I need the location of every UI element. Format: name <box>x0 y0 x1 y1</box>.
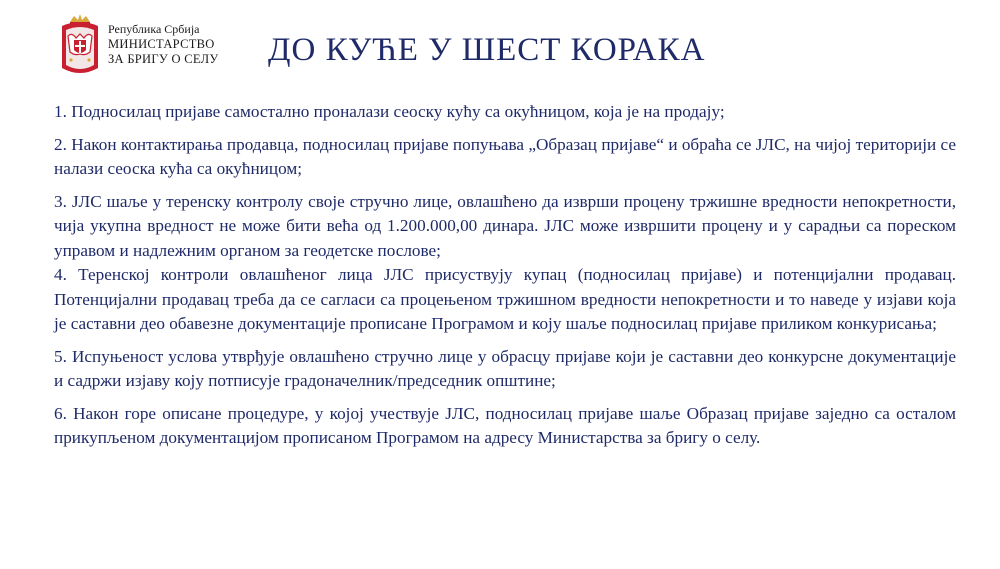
step-item: 6. Након горе описане процедуре, у којој учествује ЈЛС, подносилац пријаве шаље Образац пријаве заједно са осталом прикупљеном документацијом прописаном Програмом на адресу Министарства за бригу о селу. <box>54 403 956 447</box>
step-item: 5. Испуњеност услова утврђује овлашћено стручно лице у обрасцу пријаве који је саставни део конкурсне документације и садржи изјаву коју потписује градоначелник/председник општине; <box>54 346 956 390</box>
org-line3: ЗА БРИГУ О СЕЛУ <box>108 52 219 66</box>
ministry-label <box>108 22 219 67</box>
step-item: 2. Након контактирања продавца, подносилац пријаве попуњава „Образац пријаве“ и обраћа се ЈЛС, на чијој територији се налази сеоска кућа са окућницом; <box>54 134 956 178</box>
page-title: ДО КУЋЕ У ШЕСТ КОРАКА <box>268 32 706 68</box>
step-item: 4. Теренској контроли овлашћеног лица ЈЛС присуствују купац (подносилац пријаве) и потенцијални продавац. Потенцијални продавац треба да се сагласи са процењеном тржишном вредности непокретности и то наведе у изјави која је саставни део обавезне документације прописане Програмом и коју шаље подносилац пријаве приликом конкурисања; <box>54 265 956 333</box>
org-line1: Република Србија <box>108 22 200 36</box>
steps-list <box>54 100 956 459</box>
serbia-coat-of-arms-icon <box>58 12 102 78</box>
step-item: 1. Подносилац пријаве самостално проналази сеоску кућу са окућницом, која је на продају; <box>54 102 725 121</box>
org-line2: МИНИСТАРСТВО <box>108 37 215 51</box>
step-item: 3. ЈЛС шаље у теренску контролу своје стручно лице, овлашћено да изврши процену тржишне вредности непокретности, чија укупна вредност не може бити већа од 1.200.000,00 динара. ЈЛС може извршити процену и у сарадњи са пореском управом и надлежним органом за геодетске послове; <box>54 191 956 260</box>
